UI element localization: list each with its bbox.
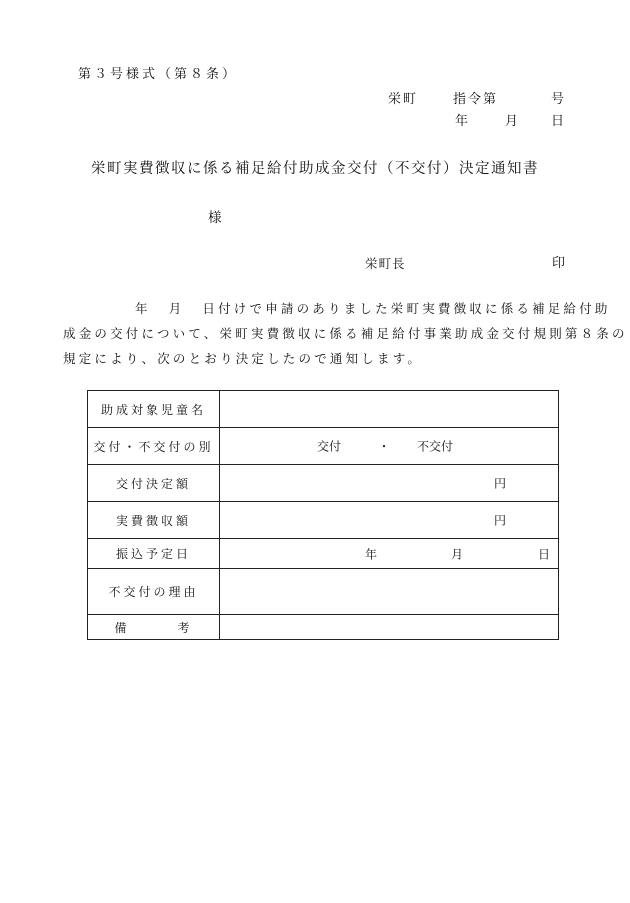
body-line1-rest: 日付けで申請のありました栄町実費徴収に係る補足給付助 <box>202 301 611 316</box>
issue-date-year: 年 <box>455 114 469 129</box>
body-month: 月 <box>168 301 185 316</box>
form-number-label: 第３号様式（第８条） <box>78 67 239 82</box>
table-row <box>88 569 559 615</box>
remarks-label-char-1: 備 <box>114 620 130 635</box>
transfer-day: 日 <box>538 547 551 561</box>
child-name-field[interactable] <box>220 391 559 428</box>
table-row <box>88 465 559 502</box>
yen-unit: 円 <box>494 476 507 491</box>
actual-cost-field[interactable] <box>220 502 559 539</box>
reason-field[interactable] <box>220 569 559 615</box>
issue-date-month: 月 <box>505 114 519 129</box>
transfer-date-field[interactable] <box>220 539 559 569</box>
decision-amount-field[interactable] <box>220 465 559 502</box>
notice-line-3: 規定により、次のとおり決定したので通知します。 <box>63 351 424 366</box>
child-name-label: 助成対象児童名 <box>88 391 220 428</box>
nongrant-option[interactable]: 不交付 <box>417 439 454 454</box>
table-row <box>88 428 559 465</box>
table-row <box>88 615 559 640</box>
decision-amount-label: 交付決定額 <box>88 465 220 502</box>
addressee-honorific: 様 <box>208 210 222 226</box>
grant-type-label: 交付・不交付の別 <box>88 428 220 465</box>
remarks-field[interactable] <box>220 615 559 640</box>
notice-body <box>63 296 628 371</box>
reference-town: 栄町 <box>388 92 419 107</box>
table-row <box>88 502 559 539</box>
issuer-mayor: 栄町長 <box>365 256 406 271</box>
notice-line-1 <box>63 296 611 321</box>
grant-option[interactable]: 交付 <box>317 439 342 454</box>
reference-directive: 指令第 <box>453 92 499 107</box>
document-title: 栄町実費徴収に係る補足給付助成金交付（不交付）決定通知書 <box>91 161 539 177</box>
notice-line-2: 成金の交付について、栄町実費徴収に係る補足給付事業助成金交付規則第８条の <box>63 326 628 341</box>
table-row <box>88 391 559 428</box>
yen-unit: 円 <box>494 513 507 528</box>
transfer-year: 年 <box>365 547 378 561</box>
body-year: 年 <box>135 301 151 316</box>
remarks-label <box>88 615 220 640</box>
actual-cost-label: 実費徴収額 <box>88 502 220 539</box>
seal-mark: 印 <box>552 256 566 271</box>
grant-type-field <box>220 428 559 465</box>
option-separator: ・ <box>378 439 391 454</box>
transfer-month: 月 <box>451 547 464 561</box>
reason-label: 不交付の理由 <box>88 569 220 615</box>
reference-number-suffix: 号 <box>551 92 565 107</box>
decision-table <box>87 390 559 640</box>
table-row <box>88 539 559 569</box>
transfer-date-label: 振込予定日 <box>88 539 220 569</box>
issue-date-day: 日 <box>551 114 565 129</box>
remarks-label-char-2: 考 <box>177 620 193 635</box>
